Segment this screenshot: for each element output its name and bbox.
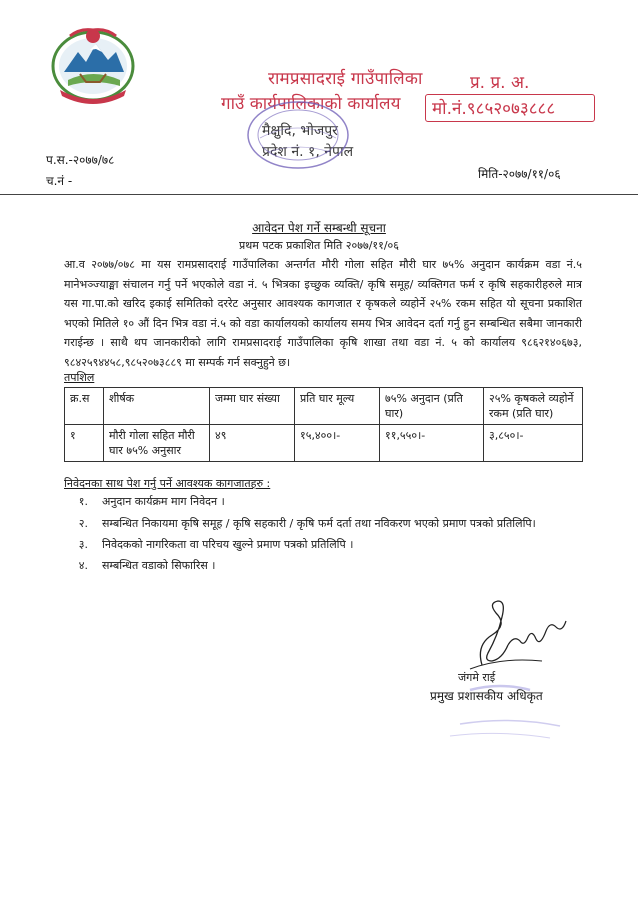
list-item bbox=[64, 494, 225, 509]
office-province: प्रदेश नं. १, नेपाल bbox=[262, 144, 354, 160]
municipality-name: रामप्रसादराई गाउँपालिका bbox=[268, 69, 423, 89]
office-location: मैक्षुदि, भोजपुर bbox=[262, 123, 338, 139]
table-cell: १ bbox=[65, 425, 104, 462]
signature bbox=[462, 595, 572, 675]
list-item-number: २. bbox=[78, 517, 88, 530]
patra-sankhya: प.स.-२०७७/७८ bbox=[46, 153, 115, 167]
first-published-date: प्रथम पटक प्रकाशित मिति २०७७/११/०६ bbox=[239, 239, 399, 252]
table-header-cell: क्र.स bbox=[65, 388, 104, 425]
list-item bbox=[64, 537, 353, 552]
table-header-cell: २५% कृषकले व्यहोर्ने रकम (प्रति घार) bbox=[484, 388, 583, 425]
table-header-row bbox=[65, 388, 583, 425]
table-cell: ४९ bbox=[210, 425, 295, 462]
ppa-label: प्र. प्र. अ. bbox=[470, 73, 530, 93]
nepal-emblem-icon bbox=[50, 22, 136, 104]
required-docs-title: निवेदनका साथ पेश गर्नु पर्ने आवश्यक कागजातहरु : bbox=[64, 477, 271, 490]
signatory-name: जंगमे राई bbox=[458, 671, 496, 684]
ppa-phone-number: मो.नं.९८५२०७३८८८ bbox=[432, 99, 556, 119]
table-cell: ११,५५०।- bbox=[380, 425, 484, 462]
office-stamp bbox=[238, 98, 358, 172]
signatory-designation: प्रमुख प्रशासकीय अधिकृत bbox=[430, 689, 543, 703]
list-item bbox=[64, 516, 536, 531]
issue-date: मिति-२०७७/११/०६ bbox=[478, 167, 561, 181]
chalani-number: च.नं - bbox=[46, 174, 73, 188]
table-cell: ३,८५०।- bbox=[484, 425, 583, 462]
list-item-text: अनुदान कार्यक्रम माग निवेदन । bbox=[102, 495, 225, 508]
office-name: गाउँ कार्यपालिकाको कार्यालय bbox=[221, 94, 401, 114]
subsidy-table bbox=[64, 387, 583, 462]
table-cell: मौरी गोला सहित मौरी घार ७५% अनुसार bbox=[104, 425, 210, 462]
list-item-text: सम्बन्धित निकायमा कृषि समूह / कृषि सहकारी / कृषि फर्म दर्ता तथा नविकरण भएको प्रमाण पत्रको प्रतिलिपि। bbox=[102, 517, 536, 530]
list-item-number: ३. bbox=[78, 538, 88, 551]
table-label: तपशिल bbox=[64, 371, 95, 384]
notice-body: आ.व २०७७/०७८ मा यस रामप्रसादराई गाउँपालिका अन्तर्गत मौरी गोला सहित मौरी घार ७५% अनुदान कार्यक्रम वडा नं.५ मानेभञ्ज्याङ्मा संचालन गर्नु पर्ने भएकोले वडा नं. ५ भित्रका इच्छुक व्यक्ति/ कृषि समूह/ व्यक्तिगत फर्म र कृषि सहकारीहरुले मात्र यस गा.पा.को खरिद इकाई समितिको दररेट अनुसार आवश्यक कागजात र कृषकले व्यहोर्ने २५% रकम सहित यो सूचना प्रकाशित भएको मितिले १० औं दिन भित्र वडा नं.५ को वडा कार्यालयको कार्यालय समय भित्र आवेदन दर्ता गर्नु हुन सम्बन्धित सबैमा जानकारी गराईन्छ । साथै थप जानकारीको लागि रामप्रसादराई गाउँपालिका कृषि शाखा तथा वडा नं. ५ को कार्यालय ९८६२१४०६७३, ९८४२५९४४५८,९८५२०७३८८९ मा सम्पर्क गर्न सक्नुहुने छ। bbox=[64, 258, 582, 369]
table-header-cell: ७५% अनुदान (प्रति घार) bbox=[380, 388, 484, 425]
list-item-text: सम्बन्धित वडाको सिफारिस । bbox=[102, 559, 216, 572]
notice-title: आवेदन पेश गर्ने सम्बन्धी सूचना bbox=[252, 221, 386, 235]
header-divider bbox=[0, 194, 638, 195]
table-header-cell: शीर्षक bbox=[104, 388, 210, 425]
table-cell: १५,४००।- bbox=[295, 425, 380, 462]
list-item-number: ४. bbox=[78, 559, 88, 572]
table-row bbox=[65, 425, 583, 462]
list-item-number: १. bbox=[78, 495, 88, 508]
table-header-cell: जम्मा घार संख्या bbox=[210, 388, 295, 425]
table-header-cell: प्रति घार मूल्य bbox=[295, 388, 380, 425]
list-item bbox=[64, 558, 215, 573]
list-item-text: निवेदकको नागरिकता वा परिचय खुल्ने प्रमाण पत्रको प्रतिलिपि । bbox=[102, 538, 354, 551]
